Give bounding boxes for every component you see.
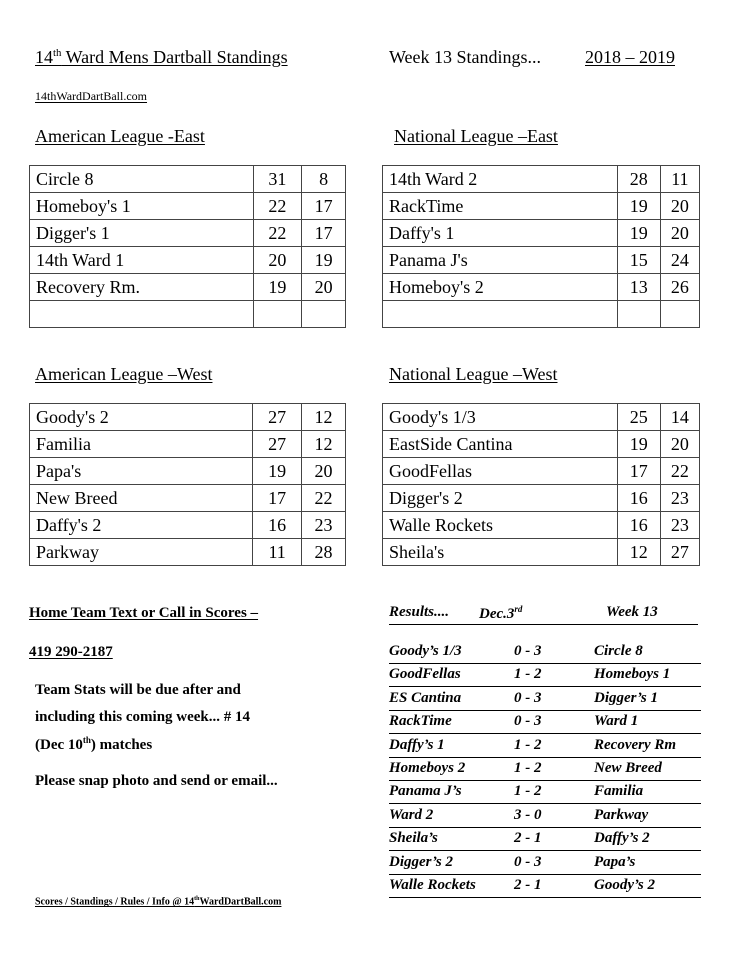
standings-row — [30, 539, 346, 566]
snap-photo-note: Please snap photo and send or email... — [35, 773, 278, 789]
team-name — [30, 301, 254, 328]
standings-row — [383, 485, 700, 512]
team-losses: 23 — [660, 485, 699, 512]
result-away-team: New Breed — [594, 760, 662, 776]
result-row — [389, 712, 701, 734]
team-name: Familia — [30, 431, 253, 458]
team-wins: 13 — [617, 274, 660, 301]
standings-row — [383, 193, 700, 220]
team-wins: 22 — [253, 193, 301, 220]
standings-row — [383, 166, 700, 193]
team-losses: 23 — [301, 512, 345, 539]
team-name: Panama J's — [383, 247, 618, 274]
footer-text: Scores / Standings / Rules / Info @ 14 — [35, 896, 195, 908]
result-row — [389, 806, 701, 828]
league-heading-nl-west: National League –West — [389, 364, 558, 384]
team-losses: 20 — [660, 220, 699, 247]
team-wins: 16 — [253, 512, 302, 539]
team-name: Papa's — [30, 458, 253, 485]
team-wins: 28 — [617, 166, 660, 193]
team-losses: 20 — [660, 431, 699, 458]
team-name: Parkway — [30, 539, 253, 566]
team-losses: 28 — [301, 539, 345, 566]
standings-row — [30, 458, 346, 485]
team-losses: 20 — [660, 193, 699, 220]
standings-row — [30, 220, 346, 247]
result-score: 0 - 3 — [514, 643, 542, 659]
team-name: EastSide Cantina — [383, 431, 618, 458]
league-heading-nl-east: National League –East — [394, 126, 558, 146]
title-superscript: th — [53, 47, 62, 59]
team-wins: 15 — [617, 247, 660, 274]
stats-date-superscript: th — [82, 735, 91, 745]
standings-row — [383, 539, 700, 566]
team-losses: 17 — [302, 220, 346, 247]
result-away-team: Parkway — [594, 806, 649, 823]
team-name: 14th Ward 1 — [30, 247, 254, 274]
standings-row — [30, 301, 346, 328]
footer-links[interactable] — [35, 896, 281, 907]
team-name: Recovery Rm. — [30, 274, 254, 301]
team-name: Homeboy's 2 — [383, 274, 618, 301]
team-wins: 27 — [253, 404, 302, 431]
team-losses: 12 — [301, 404, 345, 431]
result-row — [389, 876, 701, 898]
page-title — [35, 47, 288, 68]
results-label: Results.... — [389, 604, 450, 620]
result-home-team: GoodFellas — [389, 666, 461, 683]
team-losses: 22 — [301, 485, 345, 512]
result-score: 1 - 2 — [514, 736, 542, 753]
result-score: 0 - 3 — [514, 689, 542, 706]
result-row — [389, 642, 701, 664]
standings-row — [383, 220, 700, 247]
stats-line-2: including this coming week... # 14 — [35, 709, 251, 725]
standings-table-nl-east — [382, 165, 700, 328]
team-name: Goody's 1/3 — [383, 404, 618, 431]
team-losses: 19 — [302, 247, 346, 274]
result-row — [389, 736, 701, 758]
team-wins: 11 — [253, 539, 302, 566]
result-away-team: Digger’s 1 — [594, 689, 659, 706]
team-wins: 19 — [617, 193, 660, 220]
result-home-team: Daffy’s 1 — [389, 736, 445, 753]
footer-website: WardDartBall.com — [199, 896, 282, 908]
result-away-team: Ward 1 — [594, 713, 639, 730]
team-wins: 22 — [253, 220, 301, 247]
standings-row — [30, 485, 346, 512]
season-label: 2018 – 2019 — [585, 47, 675, 67]
team-name: Sheila's — [383, 539, 618, 566]
standings-row — [383, 247, 700, 274]
team-name: Digger's 2 — [383, 485, 618, 512]
week-label: Week 13 Standings... — [389, 47, 542, 67]
team-wins: 19 — [253, 458, 302, 485]
team-name: Daffy's 2 — [30, 512, 253, 539]
results-date-text: Dec.3 — [479, 606, 515, 622]
team-wins: 12 — [617, 539, 660, 566]
team-losses: 12 — [301, 431, 345, 458]
results-date-superscript: rd — [514, 604, 523, 614]
team-wins: 27 — [253, 431, 302, 458]
result-score: 1 - 2 — [514, 783, 542, 800]
standings-row — [383, 431, 700, 458]
stats-line-1: Team Stats will be due after and — [35, 682, 241, 698]
league-heading-al-east: American League -East — [35, 126, 205, 146]
team-wins: 19 — [617, 220, 660, 247]
team-wins: 16 — [617, 485, 660, 512]
team-losses: 11 — [660, 166, 699, 193]
standings-row — [30, 512, 346, 539]
standings-row — [30, 431, 346, 458]
team-name — [383, 301, 618, 328]
standings-row — [383, 301, 700, 328]
team-losses — [660, 301, 699, 328]
phone-number[interactable]: 419 290-2187 — [29, 644, 113, 660]
team-wins: 19 — [253, 274, 301, 301]
team-name: Circle 8 — [30, 166, 254, 193]
result-home-team: Goody’s 1/3 — [389, 643, 462, 659]
result-away-team: Familia — [594, 783, 644, 800]
standings-row — [30, 193, 346, 220]
team-losses — [302, 301, 346, 328]
standings-row — [30, 274, 346, 301]
standings-row — [383, 458, 700, 485]
stats-line-3 — [35, 735, 152, 754]
result-score: 2 - 1 — [514, 877, 542, 893]
standings-table-al-west — [29, 403, 346, 566]
team-losses: 24 — [660, 247, 699, 274]
league-heading-al-west: American League –West — [35, 364, 213, 384]
team-losses: 26 — [660, 274, 699, 301]
team-losses: 23 — [660, 512, 699, 539]
title-number: 14 — [35, 47, 53, 67]
team-name: Walle Rockets — [383, 512, 618, 539]
standings-table-al-east — [29, 165, 346, 328]
result-home-team: Homeboys 2 — [389, 760, 466, 776]
standings-row — [383, 512, 700, 539]
team-losses: 22 — [660, 458, 699, 485]
team-losses: 8 — [302, 166, 346, 193]
result-row — [389, 829, 701, 851]
stats-date-text: (Dec 10 — [35, 737, 83, 753]
result-away-team: Circle 8 — [594, 643, 643, 659]
team-losses: 20 — [301, 458, 345, 485]
team-name: GoodFellas — [383, 458, 618, 485]
team-wins: 16 — [617, 512, 660, 539]
result-score: 1 - 2 — [514, 760, 542, 776]
results-date — [479, 604, 522, 623]
team-losses: 14 — [660, 404, 699, 431]
result-row — [389, 759, 701, 781]
results-week: Week 13 — [606, 604, 658, 620]
result-away-team: Daffy’s 2 — [594, 830, 650, 847]
team-name: 14th Ward 2 — [383, 166, 618, 193]
result-home-team: Walle Rockets — [389, 877, 476, 893]
footer-superscript: th — [194, 896, 200, 902]
result-score: 0 - 3 — [514, 853, 542, 870]
team-wins: 20 — [253, 247, 301, 274]
result-away-team: Recovery Rm — [594, 736, 677, 753]
team-wins — [617, 301, 660, 328]
result-score: 3 - 0 — [514, 806, 542, 823]
result-score: 1 - 2 — [514, 666, 542, 683]
team-name: RackTime — [383, 193, 618, 220]
result-home-team: Sheila’s — [389, 830, 438, 847]
team-wins: 17 — [617, 458, 660, 485]
result-home-team: Digger’s 2 — [389, 853, 454, 870]
team-losses: 20 — [302, 274, 346, 301]
result-row — [389, 853, 701, 875]
result-score: 0 - 3 — [514, 713, 542, 730]
team-losses: 17 — [302, 193, 346, 220]
call-in-label: Home Team Text or Call in Scores – — [29, 605, 259, 621]
result-row — [389, 782, 701, 804]
result-score: 2 - 1 — [514, 830, 542, 847]
result-home-team: ES Cantina — [389, 689, 462, 706]
website-link[interactable]: 14thWardDartBall.com — [35, 89, 148, 103]
team-wins: 17 — [253, 485, 302, 512]
standings-row — [30, 404, 346, 431]
result-row — [389, 689, 701, 711]
team-name: Digger's 1 — [30, 220, 254, 247]
standings-row — [383, 274, 700, 301]
result-home-team: Panama J’s — [389, 783, 462, 800]
team-name: Goody's 2 — [30, 404, 253, 431]
standings-row — [383, 404, 700, 431]
team-wins — [253, 301, 301, 328]
team-name: Daffy's 1 — [383, 220, 618, 247]
team-wins: 19 — [617, 431, 660, 458]
team-wins: 31 — [253, 166, 301, 193]
team-name: New Breed — [30, 485, 253, 512]
result-home-team: Ward 2 — [389, 806, 434, 823]
results-header — [389, 604, 698, 625]
standings-row — [30, 247, 346, 274]
stats-matches-text: ) matches — [90, 737, 153, 753]
result-away-team: Papa’s — [594, 853, 636, 870]
standings-row — [30, 166, 346, 193]
result-away-team: Homeboys 1 — [594, 666, 671, 683]
team-losses: 27 — [660, 539, 699, 566]
result-row — [389, 665, 701, 687]
result-home-team: RackTime — [389, 713, 452, 730]
team-name: Homeboy's 1 — [30, 193, 254, 220]
result-away-team: Goody’s 2 — [594, 877, 655, 893]
standings-table-nl-west — [382, 403, 700, 566]
team-wins: 25 — [617, 404, 660, 431]
title-text: Ward Mens Dartball Standings — [61, 47, 288, 67]
